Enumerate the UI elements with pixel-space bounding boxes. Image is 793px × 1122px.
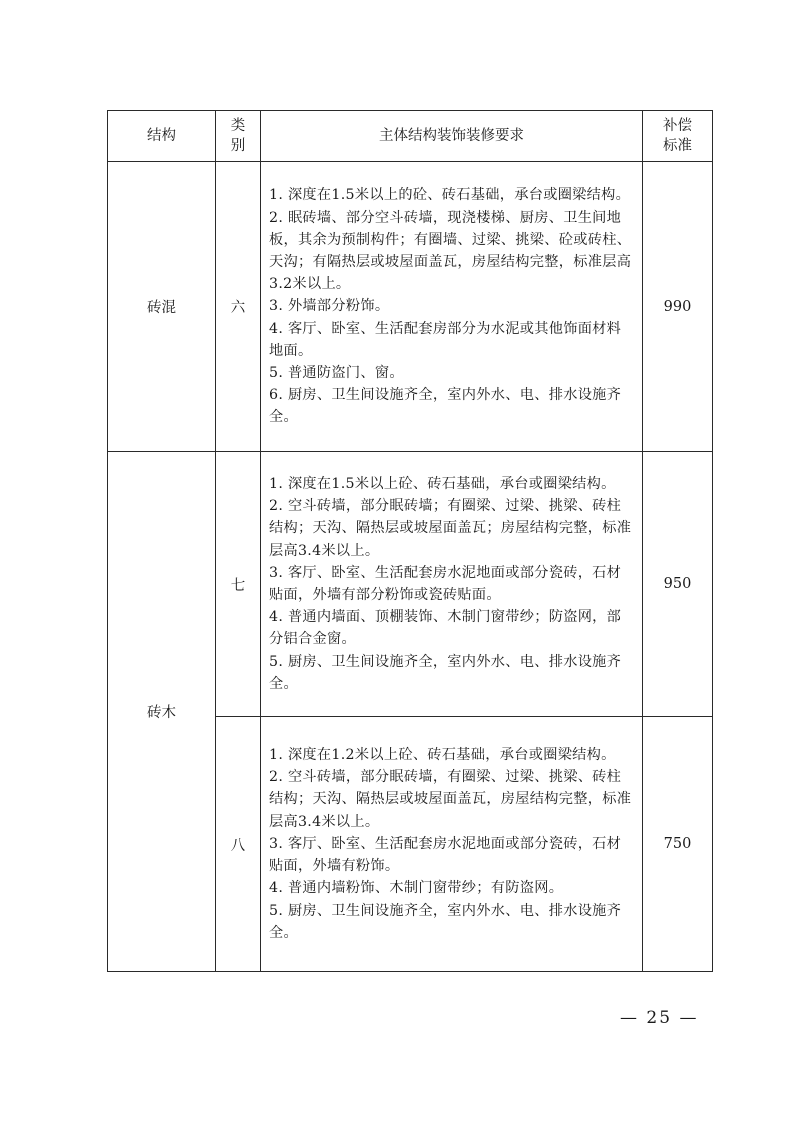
category-cell: 七 <box>216 452 261 717</box>
requirement-item: 1. 深度在1.2米以上砼、砖石基础，承台或圈梁结构。 <box>269 747 616 764</box>
header-standard-text: 补偿标准 <box>663 118 692 154</box>
requirement-item: 1. 深度在1.5米以上砼、砖石基础，承台或圈梁结构。 <box>269 475 616 492</box>
requirement-item: 4. 普通内墙粉饰、木制门窗带纱；有防盗网。 <box>269 880 564 897</box>
structure-cell: 砖木 <box>108 452 216 972</box>
requirement-item: 3. 客厅、卧室、生活配套房水泥地面或部分瓷砖，石材贴面，外墙有粉饰。 <box>269 835 622 875</box>
requirements-list <box>269 184 634 428</box>
header-structure: 结构 <box>108 111 216 162</box>
requirement-item: 4. 客厅、卧室、生活配套房部分为水泥或其他饰面材料地面。 <box>269 320 622 359</box>
requirement-item: 2. 空斗砖墙，部分眠砖墙；有圈梁、过梁、挑梁、砖柱结构；天沟、隔热层或坡屋面盖瓦；房屋结构完整，标准层高3.4米以上。 <box>269 498 632 559</box>
header-requirements: 主体结构装饰装修要求 <box>261 111 643 162</box>
price-cell: 990 <box>643 162 713 452</box>
requirement-item: 6. 厨房、卫生间设施齐全，室内外水、电、排水设施齐全。 <box>269 387 622 426</box>
requirement-item: 4. 普通内墙面、顶棚装饰、木制门窗带纱；防盗网，部分铝合金窗。 <box>269 609 622 648</box>
requirements-list <box>269 744 634 944</box>
header-category <box>216 111 261 162</box>
page-number: — 25 — <box>620 1008 699 1028</box>
requirements-cell <box>261 452 643 717</box>
requirement-item: 5. 普通防盗门、窗。 <box>269 365 404 381</box>
header-row <box>108 111 713 162</box>
requirement-item: 3. 外墙部分粉饰。 <box>269 298 390 315</box>
table-row <box>108 162 713 452</box>
category-cell: 六 <box>216 162 261 452</box>
compensation-standard-table <box>107 110 713 972</box>
category-cell: 八 <box>216 717 261 972</box>
header-category-text: 类别 <box>230 118 246 154</box>
price-cell: 750 <box>643 717 713 972</box>
requirement-item: 2. 眠砖墙、部分空斗砖墙，现浇楼梯、厨房、卫生间地板，其余为预制构件；有圈墙、过梁、挑梁、砼或砖柱、天沟；有隔热层或坡屋面盖瓦，房屋结构完整，标准层高3.2米以上。 <box>269 209 632 293</box>
requirement-item: 2. 空斗砖墙，部分眠砖墙，有圈梁、过梁、挑梁、砖柱结构；天沟、隔热层或坡屋面盖瓦，房屋结构完整，标准层高3.4米以上。 <box>269 769 632 830</box>
requirement-item: 3. 客厅、卧室、生活配套房水泥地面或部分瓷砖，石材贴面，外墙有部分粉饰或瓷砖贴面。 <box>269 564 622 603</box>
structure-cell: 砖混 <box>108 162 216 452</box>
requirement-item: 1. 深度在1.5米以上的砼、砖石基础，承台或圈梁结构。 <box>269 187 631 204</box>
requirements-cell <box>261 162 643 452</box>
table-row <box>108 452 713 717</box>
requirement-item: 5. 厨房、卫生间设施齐全，室内外水、电、排水设施齐全。 <box>269 653 622 692</box>
requirement-item: 5. 厨房、卫生间设施齐全，室内外水、电、排水设施齐全。 <box>269 902 622 941</box>
header-standard <box>643 111 713 162</box>
requirements-list <box>269 473 634 695</box>
price-cell: 950 <box>643 452 713 717</box>
requirements-cell <box>261 717 643 972</box>
